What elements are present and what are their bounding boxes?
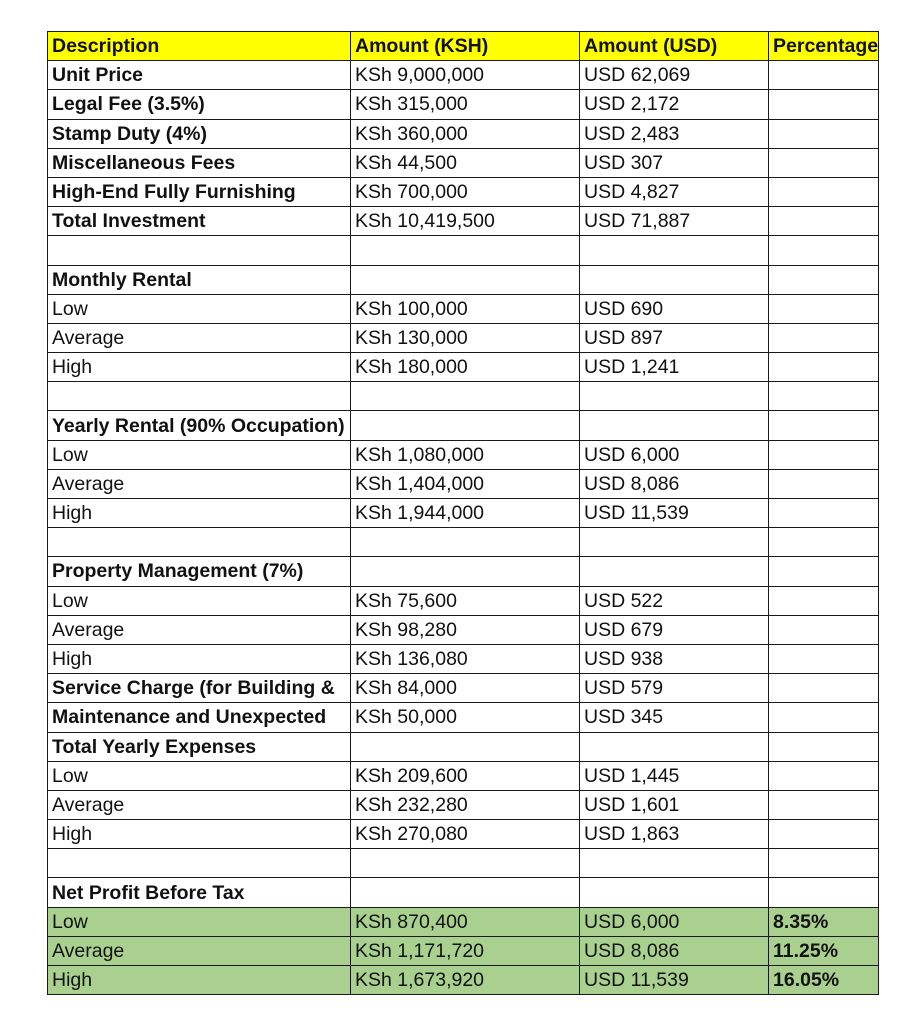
amount-ksh-cell[interactable]: KSh 136,080 — [351, 644, 580, 673]
amount-usd-cell[interactable] — [580, 849, 769, 878]
amount-usd-cell[interactable] — [580, 411, 769, 440]
header-percentage[interactable]: Percentage — [769, 32, 879, 61]
description-cell[interactable] — [48, 382, 351, 411]
amount-ksh-cell[interactable] — [351, 265, 580, 294]
description-cell[interactable] — [48, 528, 351, 557]
amount-ksh-cell[interactable]: KSh 130,000 — [351, 323, 580, 352]
description-cell[interactable]: Low — [48, 907, 351, 936]
amount-ksh-cell[interactable]: KSh 360,000 — [351, 119, 580, 148]
table-row — [48, 148, 879, 177]
percentage-cell[interactable] — [769, 90, 879, 119]
amount-usd-cell[interactable]: USD 307 — [580, 148, 769, 177]
table-row — [48, 353, 879, 382]
table-row — [48, 265, 879, 294]
amount-usd-cell[interactable]: USD 8,086 — [580, 936, 769, 965]
table-row — [48, 90, 879, 119]
percentage-cell[interactable] — [769, 878, 879, 907]
description-cell[interactable]: Net Profit Before Tax — [48, 878, 351, 907]
table-row — [48, 820, 879, 849]
description-cell[interactable]: Stamp Duty (4%) — [48, 119, 351, 148]
description-cell[interactable]: Total Investment — [48, 207, 351, 236]
percentage-cell[interactable] — [769, 207, 879, 236]
table-row — [48, 615, 879, 644]
table-row — [48, 586, 879, 615]
amount-ksh-cell[interactable] — [351, 557, 580, 586]
description-cell[interactable]: Average — [48, 469, 351, 498]
header-amount-usd[interactable]: Amount (USD) — [580, 32, 769, 61]
description-cell[interactable]: Total Yearly Expenses — [48, 732, 351, 761]
percentage-cell[interactable]: 16.05% — [769, 966, 879, 995]
amount-usd-cell[interactable] — [580, 528, 769, 557]
amount-ksh-cell[interactable]: KSh 84,000 — [351, 674, 580, 703]
percentage-cell[interactable] — [769, 674, 879, 703]
description-cell[interactable]: Yearly Rental (90% Occupation) — [48, 411, 351, 440]
amount-ksh-cell[interactable]: KSh 10,419,500 — [351, 207, 580, 236]
amount-usd-cell[interactable]: USD 1,241 — [580, 353, 769, 382]
amount-usd-cell[interactable] — [580, 265, 769, 294]
table-row — [48, 761, 879, 790]
amount-ksh-cell[interactable] — [351, 732, 580, 761]
amount-ksh-cell[interactable]: KSh 232,280 — [351, 790, 580, 819]
description-cell[interactable]: Low — [48, 586, 351, 615]
description-cell[interactable]: High — [48, 820, 351, 849]
table-row — [48, 382, 879, 411]
percentage-cell[interactable] — [769, 586, 879, 615]
percentage-cell[interactable] — [769, 732, 879, 761]
table-body — [48, 32, 879, 995]
amount-ksh-cell[interactable]: KSh 44,500 — [351, 148, 580, 177]
table-row — [48, 499, 879, 528]
percentage-cell[interactable] — [769, 61, 879, 90]
table-row — [48, 644, 879, 673]
percentage-cell[interactable] — [769, 528, 879, 557]
amount-usd-cell[interactable] — [580, 236, 769, 265]
description-cell[interactable]: Maintenance and Unexpected — [48, 703, 351, 732]
amount-usd-cell[interactable] — [580, 382, 769, 411]
amount-usd-cell[interactable]: USD 579 — [580, 674, 769, 703]
description-cell[interactable]: High — [48, 353, 351, 382]
amount-ksh-cell[interactable]: KSh 870,400 — [351, 907, 580, 936]
table-row — [48, 528, 879, 557]
description-cell[interactable]: Service Charge (for Building & — [48, 674, 351, 703]
amount-usd-cell[interactable]: USD 2,172 — [580, 90, 769, 119]
table-row — [48, 674, 879, 703]
amount-ksh-cell[interactable]: KSh 100,000 — [351, 294, 580, 323]
amount-usd-cell[interactable]: USD 8,086 — [580, 469, 769, 498]
table-row — [48, 411, 879, 440]
percentage-cell[interactable] — [769, 119, 879, 148]
amount-usd-cell[interactable]: USD 690 — [580, 294, 769, 323]
description-cell[interactable]: Average — [48, 615, 351, 644]
percentage-cell[interactable]: 11.25% — [769, 936, 879, 965]
percentage-cell[interactable] — [769, 615, 879, 644]
amount-ksh-cell[interactable] — [351, 878, 580, 907]
percentage-cell[interactable] — [769, 469, 879, 498]
percentage-cell[interactable] — [769, 236, 879, 265]
table-row — [48, 557, 879, 586]
amount-usd-cell[interactable]: USD 4,827 — [580, 177, 769, 206]
percentage-cell[interactable] — [769, 148, 879, 177]
percentage-cell[interactable] — [769, 265, 879, 294]
percentage-cell[interactable] — [769, 790, 879, 819]
amount-usd-cell[interactable]: USD 345 — [580, 703, 769, 732]
percentage-cell[interactable] — [769, 820, 879, 849]
percentage-cell[interactable] — [769, 411, 879, 440]
amount-usd-cell[interactable]: USD 897 — [580, 323, 769, 352]
description-cell[interactable]: High-End Fully Furnishing — [48, 177, 351, 206]
description-cell[interactable]: Average — [48, 323, 351, 352]
table-row — [48, 236, 879, 265]
table-row — [48, 440, 879, 469]
table-row — [48, 207, 879, 236]
table-row — [48, 849, 879, 878]
table-row — [48, 703, 879, 732]
description-cell[interactable]: Low — [48, 294, 351, 323]
description-cell[interactable]: Legal Fee (3.5%) — [48, 90, 351, 119]
percentage-cell[interactable] — [769, 499, 879, 528]
amount-usd-cell[interactable]: USD 1,445 — [580, 761, 769, 790]
amount-ksh-cell[interactable]: KSh 209,600 — [351, 761, 580, 790]
table-row — [48, 469, 879, 498]
amount-usd-cell[interactable]: USD 11,539 — [580, 499, 769, 528]
amount-ksh-cell[interactable] — [351, 849, 580, 878]
amount-ksh-cell[interactable]: KSh 270,080 — [351, 820, 580, 849]
percentage-cell[interactable] — [769, 353, 879, 382]
amount-ksh-cell[interactable]: KSh 98,280 — [351, 615, 580, 644]
table-row — [48, 177, 879, 206]
amount-usd-cell[interactable]: USD 679 — [580, 615, 769, 644]
description-cell[interactable]: Miscellaneous Fees — [48, 148, 351, 177]
amount-usd-cell[interactable]: USD 1,863 — [580, 820, 769, 849]
amount-usd-cell[interactable]: USD 938 — [580, 644, 769, 673]
percentage-cell[interactable] — [769, 557, 879, 586]
table-row — [48, 61, 879, 90]
amount-usd-cell[interactable]: USD 11,539 — [580, 966, 769, 995]
description-cell[interactable]: Average — [48, 936, 351, 965]
percentage-cell[interactable] — [769, 294, 879, 323]
amount-ksh-cell[interactable] — [351, 528, 580, 557]
description-cell[interactable] — [48, 236, 351, 265]
amount-usd-cell[interactable]: USD 62,069 — [580, 61, 769, 90]
table-row — [48, 966, 879, 995]
percentage-cell[interactable] — [769, 849, 879, 878]
amount-usd-cell[interactable]: USD 71,887 — [580, 207, 769, 236]
amount-ksh-cell[interactable]: KSh 1,171,720 — [351, 936, 580, 965]
table-header-row — [48, 32, 879, 61]
table-row — [48, 732, 879, 761]
percentage-cell[interactable] — [769, 323, 879, 352]
table-row — [48, 294, 879, 323]
percentage-cell[interactable] — [769, 177, 879, 206]
description-cell[interactable] — [48, 849, 351, 878]
amount-ksh-cell[interactable] — [351, 236, 580, 265]
amount-usd-cell[interactable]: USD 6,000 — [580, 907, 769, 936]
table-row — [48, 936, 879, 965]
amount-usd-cell[interactable]: USD 1,601 — [580, 790, 769, 819]
amount-usd-cell[interactable]: USD 522 — [580, 586, 769, 615]
percentage-cell[interactable] — [769, 703, 879, 732]
amount-ksh-cell[interactable]: KSh 50,000 — [351, 703, 580, 732]
percentage-cell[interactable] — [769, 644, 879, 673]
amount-usd-cell[interactable] — [580, 557, 769, 586]
table-row — [48, 119, 879, 148]
amount-usd-cell[interactable]: USD 2,483 — [580, 119, 769, 148]
amount-ksh-cell[interactable]: KSh 315,000 — [351, 90, 580, 119]
table-row — [48, 790, 879, 819]
amount-ksh-cell[interactable] — [351, 382, 580, 411]
amount-usd-cell[interactable] — [580, 732, 769, 761]
table-row — [48, 323, 879, 352]
description-cell[interactable]: High — [48, 499, 351, 528]
description-cell[interactable]: Low — [48, 440, 351, 469]
description-cell[interactable]: High — [48, 644, 351, 673]
table-row — [48, 878, 879, 907]
amount-ksh-cell[interactable]: KSh 75,600 — [351, 586, 580, 615]
percentage-cell[interactable] — [769, 761, 879, 790]
amount-ksh-cell[interactable]: KSh 9,000,000 — [351, 61, 580, 90]
amount-ksh-cell[interactable]: KSh 700,000 — [351, 177, 580, 206]
amount-ksh-cell[interactable]: KSh 1,080,000 — [351, 440, 580, 469]
amount-ksh-cell[interactable]: KSh 1,673,920 — [351, 966, 580, 995]
description-cell[interactable]: Low — [48, 761, 351, 790]
investment-table — [47, 31, 879, 995]
amount-ksh-cell[interactable]: KSh 1,944,000 — [351, 499, 580, 528]
header-description[interactable]: Description — [48, 32, 351, 61]
amount-ksh-cell[interactable]: KSh 180,000 — [351, 353, 580, 382]
amount-ksh-cell[interactable] — [351, 411, 580, 440]
description-cell[interactable]: Average — [48, 790, 351, 819]
header-amount-ksh[interactable]: Amount (KSH) — [351, 32, 580, 61]
percentage-cell[interactable]: 8.35% — [769, 907, 879, 936]
percentage-cell[interactable] — [769, 382, 879, 411]
amount-usd-cell[interactable] — [580, 878, 769, 907]
percentage-cell[interactable] — [769, 440, 879, 469]
description-cell[interactable]: Unit Price — [48, 61, 351, 90]
description-cell[interactable]: Monthly Rental — [48, 265, 351, 294]
amount-usd-cell[interactable]: USD 6,000 — [580, 440, 769, 469]
description-cell[interactable]: Property Management (7%) — [48, 557, 351, 586]
amount-ksh-cell[interactable]: KSh 1,404,000 — [351, 469, 580, 498]
table-row — [48, 907, 879, 936]
description-cell[interactable]: High — [48, 966, 351, 995]
